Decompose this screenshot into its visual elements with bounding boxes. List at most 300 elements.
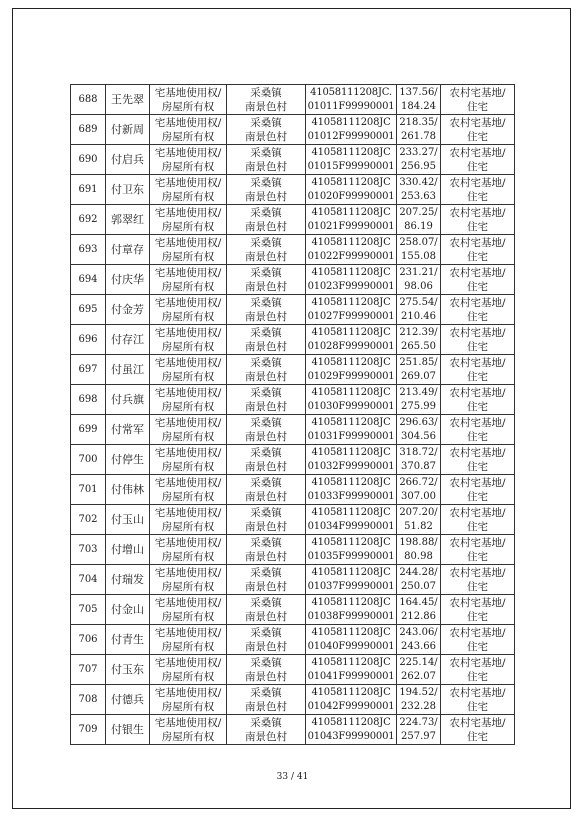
area-cell [397,685,441,715]
land-use-cell [441,685,515,715]
right-type-cell-line: 房屋所有权 [161,280,215,293]
table-row [71,355,515,385]
row-number-cell: 707 [71,655,106,685]
area-cell-line: 261.78 [401,130,436,142]
right-type-cell [150,265,227,295]
location-cell [227,325,306,355]
row-number-cell: 706 [71,625,106,655]
parcel-code-cell [306,85,397,115]
land-use-cell-line: 住宅 [467,520,488,533]
parcel-code-cell-line: 01022F99990001 [307,250,395,262]
area-cell-line: 51.82 [404,520,433,532]
table-row [71,415,515,445]
area-cell [397,415,441,445]
land-use-cell-line: 住宅 [467,100,488,113]
parcel-code-cell-line: 41058111208JC [311,716,391,728]
location-cell-line: 南景色村 [245,550,287,563]
land-use-cell-line: 住宅 [467,700,488,713]
parcel-code-cell-line: 41058111208JC [311,446,391,458]
location-cell-line: 采桑镇 [250,416,282,429]
parcel-code-cell-line: 41058111208JC [311,236,391,248]
land-use-cell-line: 住宅 [467,550,488,563]
land-use-cell-line: 住宅 [467,730,488,743]
area-cell-line: 296.63/ [399,416,438,428]
area-cell-line: 207.25/ [399,206,438,218]
row-number-cell: 705 [71,595,106,625]
area-cell-line: 184.24 [401,100,436,112]
right-type-cell-line: 房屋所有权 [161,220,215,233]
area-cell-line: 304.56 [401,430,436,442]
land-use-cell-line: 住宅 [467,580,488,593]
parcel-code-cell-line: 01040F99990001 [307,640,395,652]
right-type-cell-line: 宅基地使用权/ [154,86,222,99]
parcel-code-cell-line: 41058111208JC [311,356,391,368]
right-type-cell [150,565,227,595]
right-type-cell-line: 宅基地使用权/ [154,416,222,429]
right-type-cell [150,655,227,685]
location-cell-line: 南景色村 [245,100,287,113]
table-row [71,535,515,565]
owner-name-cell: 付青生 [106,625,150,655]
row-number-cell: 701 [71,475,106,505]
right-type-cell-line: 宅基地使用权/ [154,476,222,489]
area-cell-line: 262.07 [401,670,436,682]
land-use-cell-line: 住宅 [467,610,488,623]
owner-name-cell: 付玉山 [106,505,150,535]
land-use-cell-line: 农村宅基地/ [449,266,506,279]
area-cell-line: 224.73/ [399,716,438,728]
land-use-cell [441,595,515,625]
location-cell [227,415,306,445]
area-cell-line: 370.87 [401,460,436,472]
land-use-cell-line: 住宅 [467,430,488,443]
land-use-cell-line: 住宅 [467,670,488,683]
land-use-cell [441,205,515,235]
parcel-code-cell [306,415,397,445]
table-row [71,505,515,535]
row-number-cell: 695 [71,295,106,325]
location-cell-line: 南景色村 [245,340,287,353]
land-use-cell-line: 住宅 [467,370,488,383]
location-cell-line: 南景色村 [245,430,287,443]
location-cell [227,85,306,115]
area-cell-line: 258.07/ [399,236,438,248]
table-row [71,175,515,205]
table-row [71,295,515,325]
right-type-cell-line: 宅基地使用权/ [154,236,222,249]
row-number-cell: 709 [71,715,106,745]
row-number-cell: 689 [71,115,106,145]
land-use-cell [441,115,515,145]
right-type-cell-line: 宅基地使用权/ [154,386,222,399]
location-cell-line: 南景色村 [245,670,287,683]
parcel-code-cell-line: 01042F99990001 [307,700,395,712]
area-cell-line: 218.35/ [399,116,438,128]
land-use-cell [441,715,515,745]
land-use-cell-line: 农村宅基地/ [449,416,506,429]
parcel-code-cell [306,325,397,355]
parcel-code-cell [306,535,397,565]
right-type-cell-line: 房屋所有权 [161,430,215,443]
right-type-cell [150,625,227,655]
location-cell-line: 南景色村 [245,160,287,173]
area-cell-line: 244.28/ [399,566,438,578]
location-cell-line: 采桑镇 [250,236,282,249]
location-cell [227,655,306,685]
right-type-cell-line: 房屋所有权 [161,130,215,143]
right-type-cell [150,295,227,325]
location-cell [227,715,306,745]
parcel-code-cell-line: 01030F99990001 [307,400,395,412]
area-cell [397,85,441,115]
parcel-code-cell-line: 41058111208JC [311,206,391,218]
right-type-cell [150,505,227,535]
parcel-code-cell [306,445,397,475]
area-cell-line: 250.07 [401,580,436,592]
area-cell [397,715,441,745]
right-type-cell [150,595,227,625]
right-type-cell [150,175,227,205]
table-row [71,325,515,355]
right-type-cell-line: 宅基地使用权/ [154,326,222,339]
table-row [71,265,515,295]
location-cell-line: 南景色村 [245,460,287,473]
table-row [71,115,515,145]
right-type-cell [150,85,227,115]
area-cell-line: 318.72/ [399,446,438,458]
land-use-cell-line: 住宅 [467,190,488,203]
location-cell-line: 南景色村 [245,640,287,653]
land-use-cell-line: 住宅 [467,130,488,143]
area-cell-line: 80.98 [404,550,433,562]
area-cell [397,625,441,655]
land-use-cell [441,355,515,385]
parcel-code-cell-line: 41058111208JC [311,326,391,338]
right-type-cell-line: 房屋所有权 [161,700,215,713]
parcel-code-cell [306,715,397,745]
row-number-cell: 688 [71,85,106,115]
area-cell-line: 198.88/ [399,536,438,548]
owner-name-cell: 付启兵 [106,145,150,175]
location-cell [227,175,306,205]
right-type-cell [150,445,227,475]
location-cell-line: 南景色村 [245,310,287,323]
land-use-cell-line: 农村宅基地/ [449,296,506,309]
area-cell-line: 243.06/ [399,626,438,638]
land-use-cell [441,655,515,685]
area-cell [397,535,441,565]
parcel-code-cell [306,565,397,595]
owner-name-cell: 付德兵 [106,685,150,715]
right-type-cell [150,475,227,505]
owner-name-cell: 付兵旗 [106,385,150,415]
area-cell-line: 212.86 [401,610,436,622]
right-type-cell-line: 宅基地使用权/ [154,116,222,129]
location-cell-line: 南景色村 [245,280,287,293]
location-cell-line: 采桑镇 [250,656,282,669]
area-cell-line: 275.99 [401,400,436,412]
right-type-cell-line: 宅基地使用权/ [154,206,222,219]
location-cell [227,475,306,505]
parcel-code-cell-line: 01023F99990001 [307,280,395,292]
location-cell-line: 采桑镇 [250,446,282,459]
area-cell-line: 265.50 [401,340,436,352]
land-use-cell-line: 农村宅基地/ [449,326,506,339]
area-cell-line: 155.08 [401,250,436,262]
area-cell [397,115,441,145]
right-type-cell-line: 房屋所有权 [161,550,215,563]
land-use-cell-line: 农村宅基地/ [449,566,506,579]
location-cell-line: 南景色村 [245,610,287,623]
owner-name-cell: 付虽江 [106,355,150,385]
right-type-cell-line: 宅基地使用权/ [154,536,222,549]
table-row [71,445,515,475]
land-use-cell-line: 农村宅基地/ [449,356,506,369]
table-row [71,625,515,655]
registration-table [70,84,515,745]
land-use-cell [441,265,515,295]
land-use-cell-line: 农村宅基地/ [449,86,506,99]
parcel-code-cell-line: 01037F99990001 [307,580,395,592]
land-use-cell-line: 农村宅基地/ [449,176,506,189]
land-use-cell [441,175,515,205]
owner-name-cell: 付章存 [106,235,150,265]
land-use-cell-line: 农村宅基地/ [449,146,506,159]
right-type-cell-line: 房屋所有权 [161,610,215,623]
area-cell-line: 307.00 [401,490,436,502]
table-row [71,565,515,595]
land-use-cell-line: 住宅 [467,220,488,233]
parcel-code-cell [306,145,397,175]
right-type-cell-line: 宅基地使用权/ [154,296,222,309]
land-use-cell [441,415,515,445]
area-cell [397,295,441,325]
land-use-cell [441,565,515,595]
row-number-cell: 703 [71,535,106,565]
table-row [71,655,515,685]
right-type-cell-line: 房屋所有权 [161,400,215,413]
owner-name-cell: 付瑞发 [106,565,150,595]
area-cell-line: 98.06 [404,280,433,292]
area-cell-line: 233.27/ [399,146,438,158]
parcel-code-cell [306,625,397,655]
location-cell [227,235,306,265]
location-cell-line: 南景色村 [245,730,287,743]
location-cell [227,205,306,235]
right-type-cell-line: 宅基地使用权/ [154,356,222,369]
owner-name-cell: 付新周 [106,115,150,145]
location-cell-line: 南景色村 [245,520,287,533]
table-row [71,475,515,505]
right-type-cell-line: 房屋所有权 [161,580,215,593]
table-row [71,235,515,265]
right-type-cell-line: 房屋所有权 [161,520,215,533]
parcel-code-cell [306,505,397,535]
location-cell-line: 采桑镇 [250,566,282,579]
land-use-cell [441,295,515,325]
right-type-cell-line: 房屋所有权 [161,250,215,263]
right-type-cell [150,325,227,355]
location-cell-line: 采桑镇 [250,206,282,219]
parcel-code-cell [306,655,397,685]
row-number-cell: 691 [71,175,106,205]
parcel-code-cell-line: 01032F99990001 [307,460,395,472]
right-type-cell-line: 宅基地使用权/ [154,176,222,189]
table-row [71,385,515,415]
area-cell-line: 256.95 [401,160,436,172]
land-use-cell [441,235,515,265]
land-use-cell-line: 农村宅基地/ [449,596,506,609]
parcel-code-cell-line: 01012F99990001 [307,130,395,142]
table-body [71,85,515,745]
location-cell [227,625,306,655]
parcel-code-cell-line: 01041F99990001 [307,670,395,682]
row-number-cell: 700 [71,445,106,475]
right-type-cell [150,205,227,235]
land-use-cell [441,625,515,655]
right-type-cell [150,685,227,715]
land-use-cell-line: 农村宅基地/ [449,536,506,549]
owner-name-cell: 王先翠 [106,85,150,115]
parcel-code-cell [306,475,397,505]
parcel-code-cell [306,205,397,235]
row-number-cell: 708 [71,685,106,715]
owner-name-cell: 郭翠红 [106,205,150,235]
land-use-cell-line: 住宅 [467,160,488,173]
owner-name-cell: 付增山 [106,535,150,565]
right-type-cell-line: 宅基地使用权/ [154,266,222,279]
area-cell [397,325,441,355]
parcel-code-cell [306,235,397,265]
parcel-code-cell-line: 41058111208JC [311,116,391,128]
location-cell-line: 采桑镇 [250,146,282,159]
parcel-code-cell-line: 41058111208JC. [310,86,392,98]
parcel-code-cell-line: 01011F99990001 [307,100,395,112]
owner-name-cell: 付存江 [106,325,150,355]
right-type-cell-line: 房屋所有权 [161,190,215,203]
area-cell [397,205,441,235]
parcel-code-cell-line: 41058111208JC [311,386,391,398]
right-type-cell [150,715,227,745]
parcel-code-cell-line: 41058111208JC [311,686,391,698]
table-row [71,85,515,115]
right-type-cell-line: 房屋所有权 [161,310,215,323]
area-cell [397,145,441,175]
area-cell-line: 232.28 [401,700,436,712]
right-type-cell-line: 房屋所有权 [161,640,215,653]
location-cell-line: 南景色村 [245,130,287,143]
area-cell [397,355,441,385]
right-type-cell [150,355,227,385]
location-cell-line: 采桑镇 [250,176,282,189]
land-use-cell [441,445,515,475]
land-use-cell [441,145,515,175]
area-cell-line: 231.21/ [399,266,438,278]
area-cell-line: 86.19 [404,220,433,232]
location-cell [227,115,306,145]
table-row [71,715,515,745]
location-cell-line: 南景色村 [245,580,287,593]
area-cell-line: 275.54/ [399,296,438,308]
area-cell-line: 251.85/ [399,356,438,368]
parcel-code-cell [306,115,397,145]
right-type-cell-line: 宅基地使用权/ [154,566,222,579]
parcel-code-cell-line: 41058111208JC [311,566,391,578]
land-use-cell [441,325,515,355]
right-type-cell [150,385,227,415]
owner-name-cell: 付停生 [106,445,150,475]
area-cell-line: 243.66 [401,640,436,652]
right-type-cell-line: 宅基地使用权/ [154,686,222,699]
location-cell-line: 采桑镇 [250,296,282,309]
right-type-cell-line: 宅基地使用权/ [154,626,222,639]
land-use-cell-line: 农村宅基地/ [449,686,506,699]
right-type-cell-line: 宅基地使用权/ [154,446,222,459]
parcel-code-cell-line: 41058111208JC [311,656,391,668]
location-cell [227,355,306,385]
right-type-cell-line: 房屋所有权 [161,460,215,473]
parcel-code-cell-line: 41058111208JC [311,506,391,518]
owner-name-cell: 付金山 [106,595,150,625]
parcel-code-cell-line: 01021F99990001 [307,220,395,232]
parcel-code-cell-line: 41058111208JC [311,626,391,638]
location-cell [227,445,306,475]
right-type-cell-line: 宅基地使用权/ [154,506,222,519]
table-row [71,205,515,235]
location-cell-line: 采桑镇 [250,86,282,99]
location-cell-line: 采桑镇 [250,326,282,339]
location-cell-line: 南景色村 [245,490,287,503]
right-type-cell-line: 宅基地使用权/ [154,656,222,669]
right-type-cell-line: 房屋所有权 [161,160,215,173]
right-type-cell-line: 房屋所有权 [161,340,215,353]
area-cell-line: 164.45/ [399,596,438,608]
right-type-cell-line: 房屋所有权 [161,100,215,113]
parcel-code-cell-line: 01020F99990001 [307,190,395,202]
location-cell-line: 采桑镇 [250,686,282,699]
page-number: 33 / 41 [276,772,309,782]
row-number-cell: 704 [71,565,106,595]
parcel-code-cell [306,355,397,385]
location-cell [227,685,306,715]
land-use-cell [441,85,515,115]
area-cell-line: 269.07 [401,370,436,382]
area-cell-line: 330.42/ [399,176,438,188]
area-cell-line: 266.72/ [399,476,438,488]
location-cell [227,595,306,625]
right-type-cell-line: 房屋所有权 [161,370,215,383]
area-cell [397,595,441,625]
area-cell [397,175,441,205]
parcel-code-cell-line: 41058111208JC [311,146,391,158]
land-use-cell-line: 住宅 [467,310,488,323]
location-cell [227,295,306,325]
parcel-code-cell-line: 01033F99990001 [307,490,395,502]
area-cell-line: 210.46 [401,310,436,322]
row-number-cell: 692 [71,205,106,235]
area-cell-line: 194.52/ [399,686,438,698]
location-cell-line: 南景色村 [245,220,287,233]
land-use-cell-line: 住宅 [467,250,488,263]
land-use-cell-line: 农村宅基地/ [449,626,506,639]
parcel-code-cell-line: 41058111208JC [311,596,391,608]
location-cell-line: 采桑镇 [250,356,282,369]
right-type-cell-line: 房屋所有权 [161,670,215,683]
row-number-cell: 690 [71,145,106,175]
area-cell-line: 225.14/ [399,656,438,668]
parcel-code-cell-line: 01027F99990001 [307,310,395,322]
location-cell-line: 采桑镇 [250,386,282,399]
